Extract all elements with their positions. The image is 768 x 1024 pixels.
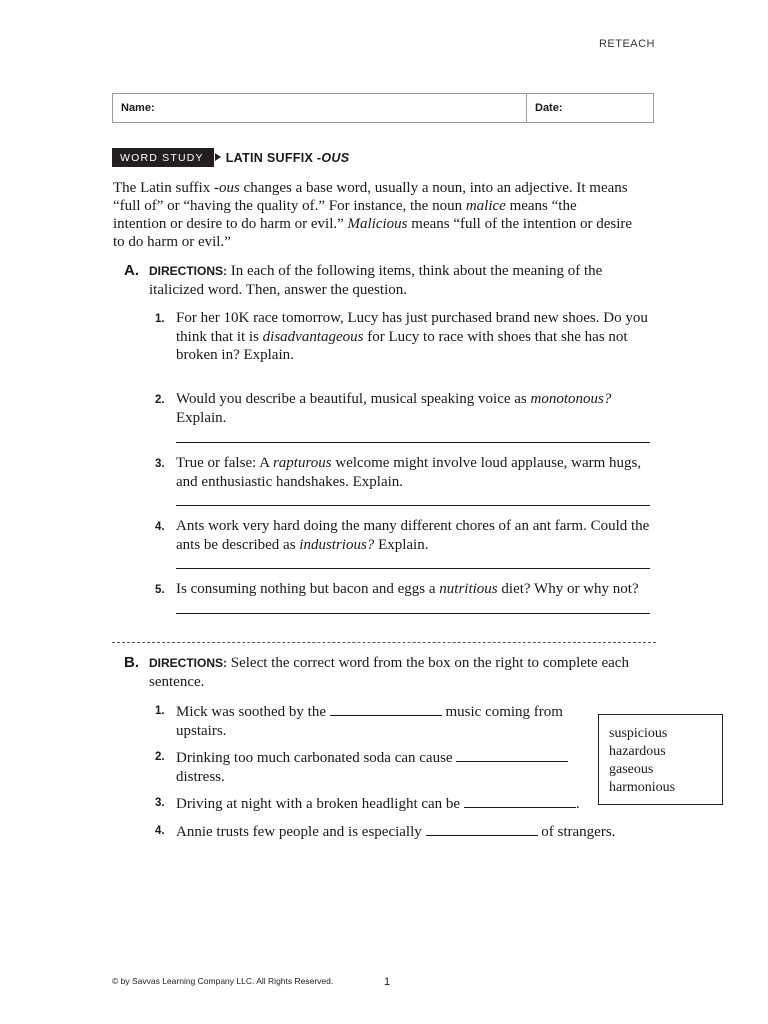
section-a-directions xyxy=(124,262,644,299)
word-study-label: WORD STUDY xyxy=(120,151,204,164)
date-label: Date: xyxy=(535,102,563,114)
sentence-text: music coming from upstairs. xyxy=(176,704,563,739)
question-italic: monotonous? xyxy=(530,391,612,407)
question-number: 1. xyxy=(155,705,165,717)
fill-blank[interactable] xyxy=(330,701,442,716)
word-bank xyxy=(598,714,723,805)
question-item xyxy=(155,309,655,365)
intro-italic: -ous xyxy=(213,180,240,196)
intro-paragraph xyxy=(113,179,633,251)
word-bank-item: suspicious xyxy=(609,726,668,741)
question-text: for Lucy to race with shoes that she has not broken in? Explain. xyxy=(176,328,628,363)
section-b-directions xyxy=(124,654,644,691)
question-number: 5. xyxy=(155,584,165,596)
lesson-title-suffix: -OUS xyxy=(316,150,350,165)
word-study-tag xyxy=(112,148,214,167)
question-item xyxy=(155,454,655,491)
lesson-title-prefix: LATIN SUFFIX xyxy=(225,150,317,165)
name-label: Name: xyxy=(121,102,155,114)
sentence-item xyxy=(155,793,585,814)
lesson-title xyxy=(226,151,350,165)
section-divider xyxy=(112,642,656,643)
intro-italic: malice xyxy=(465,198,506,214)
fill-blank[interactable] xyxy=(464,793,576,808)
name-date-box xyxy=(112,93,654,123)
answer-line[interactable] xyxy=(176,568,650,569)
question-text: Is consuming nothing but bacon and eggs a xyxy=(176,581,440,597)
reteach-label: RETEACH xyxy=(598,38,655,50)
question-item xyxy=(155,517,655,554)
question-item xyxy=(155,580,655,599)
question-text: Explain. xyxy=(374,536,429,553)
intro-text: means “the intention or desire to do harm or evil.” xyxy=(113,198,577,232)
intro-italic: Malicious xyxy=(347,216,408,232)
sentence-text: of strangers. xyxy=(537,824,616,840)
question-text: welcome might involve loud applause, warm hugs, and enthusiastic handshakes. Explain. xyxy=(176,455,642,490)
question-italic: industrious? xyxy=(299,536,375,553)
question-italic: nutritious xyxy=(439,581,498,597)
question-number: 1. xyxy=(155,313,165,325)
directions-label: DIRECTIONS: xyxy=(149,264,227,278)
word-bank-item: harmonious xyxy=(609,780,676,795)
page-number: 1 xyxy=(384,976,391,988)
question-number: 4. xyxy=(155,825,165,837)
sentence-item xyxy=(155,747,585,786)
question-text: True or false: A xyxy=(176,455,273,471)
date-field[interactable] xyxy=(527,94,653,122)
sentence-text: Annie trusts few people and is especially xyxy=(176,824,426,840)
name-field[interactable] xyxy=(113,94,527,122)
tag-arrow-icon xyxy=(215,153,221,161)
intro-text: The Latin suffix xyxy=(113,180,214,196)
answer-line[interactable] xyxy=(176,442,650,443)
sentence-text: Driving at night with a broken headlight can be xyxy=(176,796,464,812)
sentence-item xyxy=(155,701,575,740)
question-italic: disadvantageous xyxy=(262,328,364,345)
sentence-text: distress. xyxy=(176,768,225,785)
section-a-letter: A. xyxy=(124,262,139,279)
word-bank-item: gaseous xyxy=(609,762,654,777)
sentence-text: Mick was soothed by the xyxy=(176,704,330,720)
answer-line[interactable] xyxy=(176,613,650,614)
question-text: Ants work very hard doing the many different chores of an ant farm. Could the ants be described as xyxy=(176,518,650,553)
fill-blank[interactable] xyxy=(426,821,538,836)
question-number: 3. xyxy=(155,458,165,470)
directions-text: In each of the following items, think about the meaning of the italicized word. Then, answer the question. xyxy=(149,263,603,298)
question-number: 3. xyxy=(155,797,165,809)
fill-blank[interactable] xyxy=(456,747,568,762)
question-text: diet? Why or why not? xyxy=(497,581,639,597)
question-number: 4. xyxy=(155,521,165,533)
section-heading xyxy=(112,148,349,167)
directions-text: Select the correct word from the box on the right to complete each sentence. xyxy=(149,655,629,690)
answer-line[interactable] xyxy=(176,505,650,506)
sentence-item xyxy=(155,821,655,842)
intro-text: changes a base word, usually a noun, into an adjective. It means “full of” or “having the quality of.” For instance, the noun xyxy=(113,180,628,214)
question-text: For her 10K race tomorrow, Lucy has just purchased brand new shoes. Do you think that it is xyxy=(176,310,648,345)
question-text: Would you describe a beautiful, musical speaking voice as xyxy=(176,391,531,407)
section-b-letter: B. xyxy=(124,654,139,671)
copyright-footer: © by Savvas Learning Company LLC. All Rights Reserved. xyxy=(112,976,334,986)
sentence-text: Drinking too much carbonated soda can cause xyxy=(176,750,457,766)
question-item xyxy=(155,390,655,427)
word-bank-item: hazardous xyxy=(609,744,666,759)
intro-text: means “full of the intention or desire to do harm or evil.” xyxy=(113,216,633,250)
question-number: 2. xyxy=(155,751,165,763)
sentence-text: . xyxy=(575,796,580,812)
question-italic: rapturous xyxy=(272,455,332,471)
directions-label: DIRECTIONS: xyxy=(149,656,227,670)
question-number: 2. xyxy=(155,394,165,406)
question-text: Explain. xyxy=(176,409,227,426)
